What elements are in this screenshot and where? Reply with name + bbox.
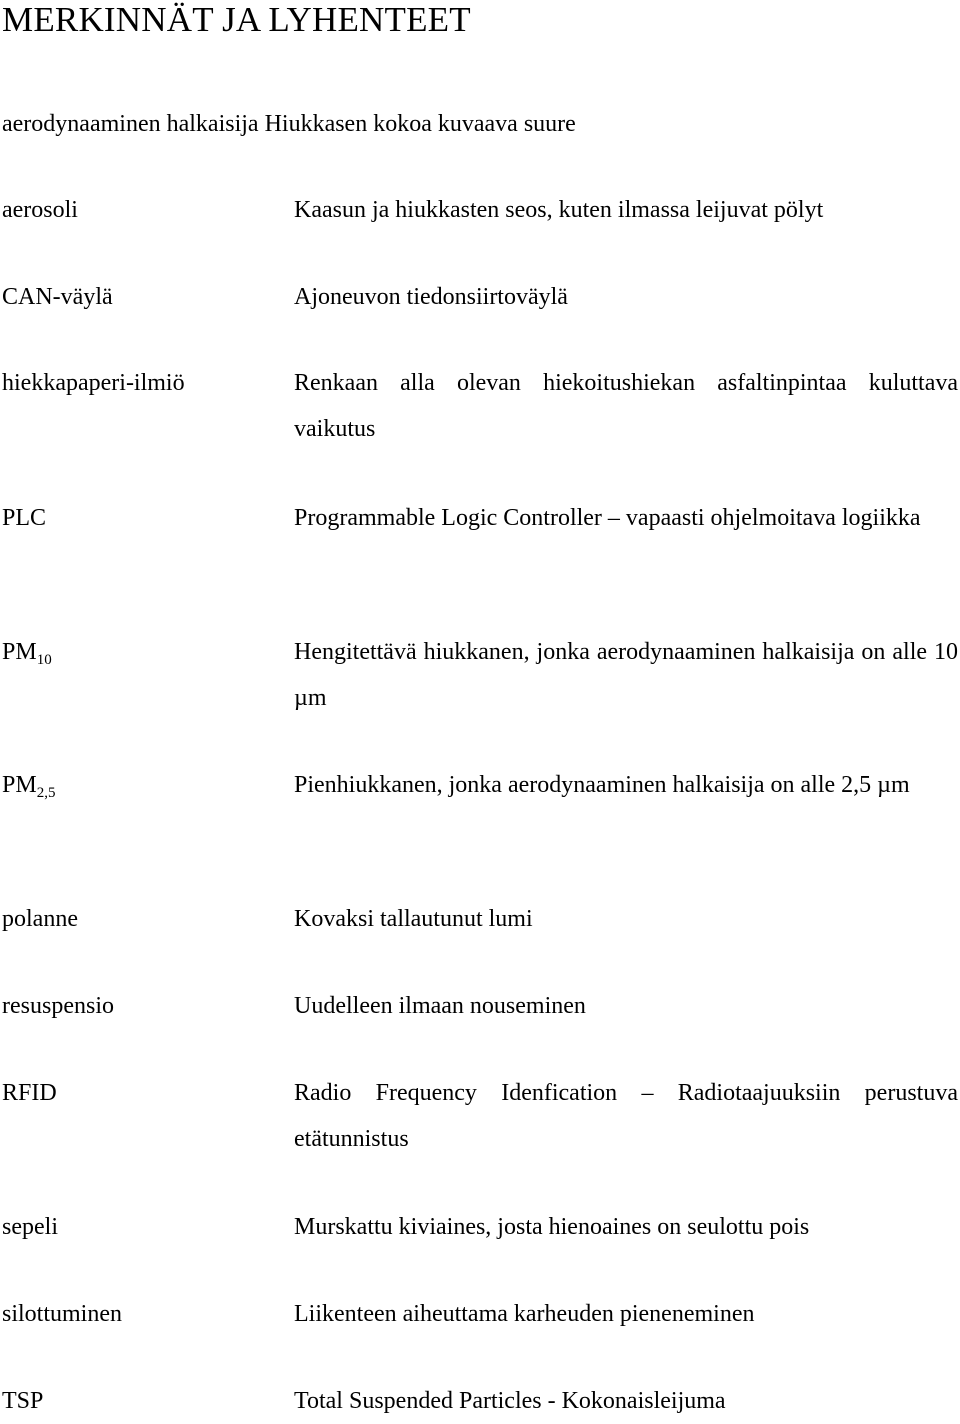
entry-term (2, 762, 55, 808)
entry-term: RFID (2, 1080, 57, 1106)
intro-entry (2, 108, 576, 140)
term-subscript: 10 (36, 652, 52, 668)
entry-term: resuspensio (2, 993, 114, 1019)
entry-definition: Pienhiukkanen, jonka aerodynaaminen halkaisija on alle 2,5 µm (294, 772, 910, 798)
term-subscript: 2,5 (36, 785, 56, 801)
entry-definition: Hengitettävä hiukkanen, jonka aerodynaaminen halkaisija on alle 10 µm (294, 639, 958, 711)
entry-term: aerosoli (2, 197, 78, 223)
entry-term: TSP (2, 1388, 44, 1414)
entry-definition: Kaasun ja hiukkasten seos, kuten ilmassa leijuvat pölyt (294, 197, 824, 223)
entry-definition: Programmable Logic Controller – vapaasti ohjelmoitava logiikka (294, 505, 921, 531)
entry-definition: Kovaksi tallautunut lumi (294, 906, 533, 932)
entry-definition: Radio Frequency Idenfication – Radiotaajuuksiin perustuva etätunnistus (294, 1080, 958, 1152)
entry-term: PLC (2, 505, 47, 531)
entry-definition: Uudelleen ilmaan nouseminen (294, 993, 586, 1019)
entry-term (2, 629, 52, 675)
page-title: MERKINNÄT JA LYHENTEET (2, 0, 471, 39)
entry-term: polanne (2, 906, 78, 932)
entry-term: silottuminen (2, 1301, 122, 1327)
entry-definition: Murskattu kiviaines, josta hienoaines on seulottu pois (294, 1214, 810, 1240)
entry-definition: Renkaan alla olevan hiekoitushiekan asfaltinpintaa kuluttava vaikutus (294, 370, 958, 442)
entry-term: aerodynaaminen halkaisija (2, 111, 259, 137)
entry-definition: Ajoneuvon tiedonsiirtoväylä (294, 284, 568, 310)
entry-definition: Total Suspended Particles - Kokonaisleijuma (294, 1388, 726, 1414)
entry-definition: Liikenteen aiheuttama karheuden pieneneminen (294, 1301, 755, 1327)
entry-term: sepeli (2, 1214, 58, 1240)
entry-term: hiekkapaperi-ilmiö (2, 370, 185, 396)
entry-term: CAN-väylä (2, 284, 113, 310)
term-base: PM (2, 772, 37, 798)
term-base: PM (2, 639, 37, 665)
entry-definition: Hiukkasen kokoa kuvaava suure (264, 111, 576, 137)
